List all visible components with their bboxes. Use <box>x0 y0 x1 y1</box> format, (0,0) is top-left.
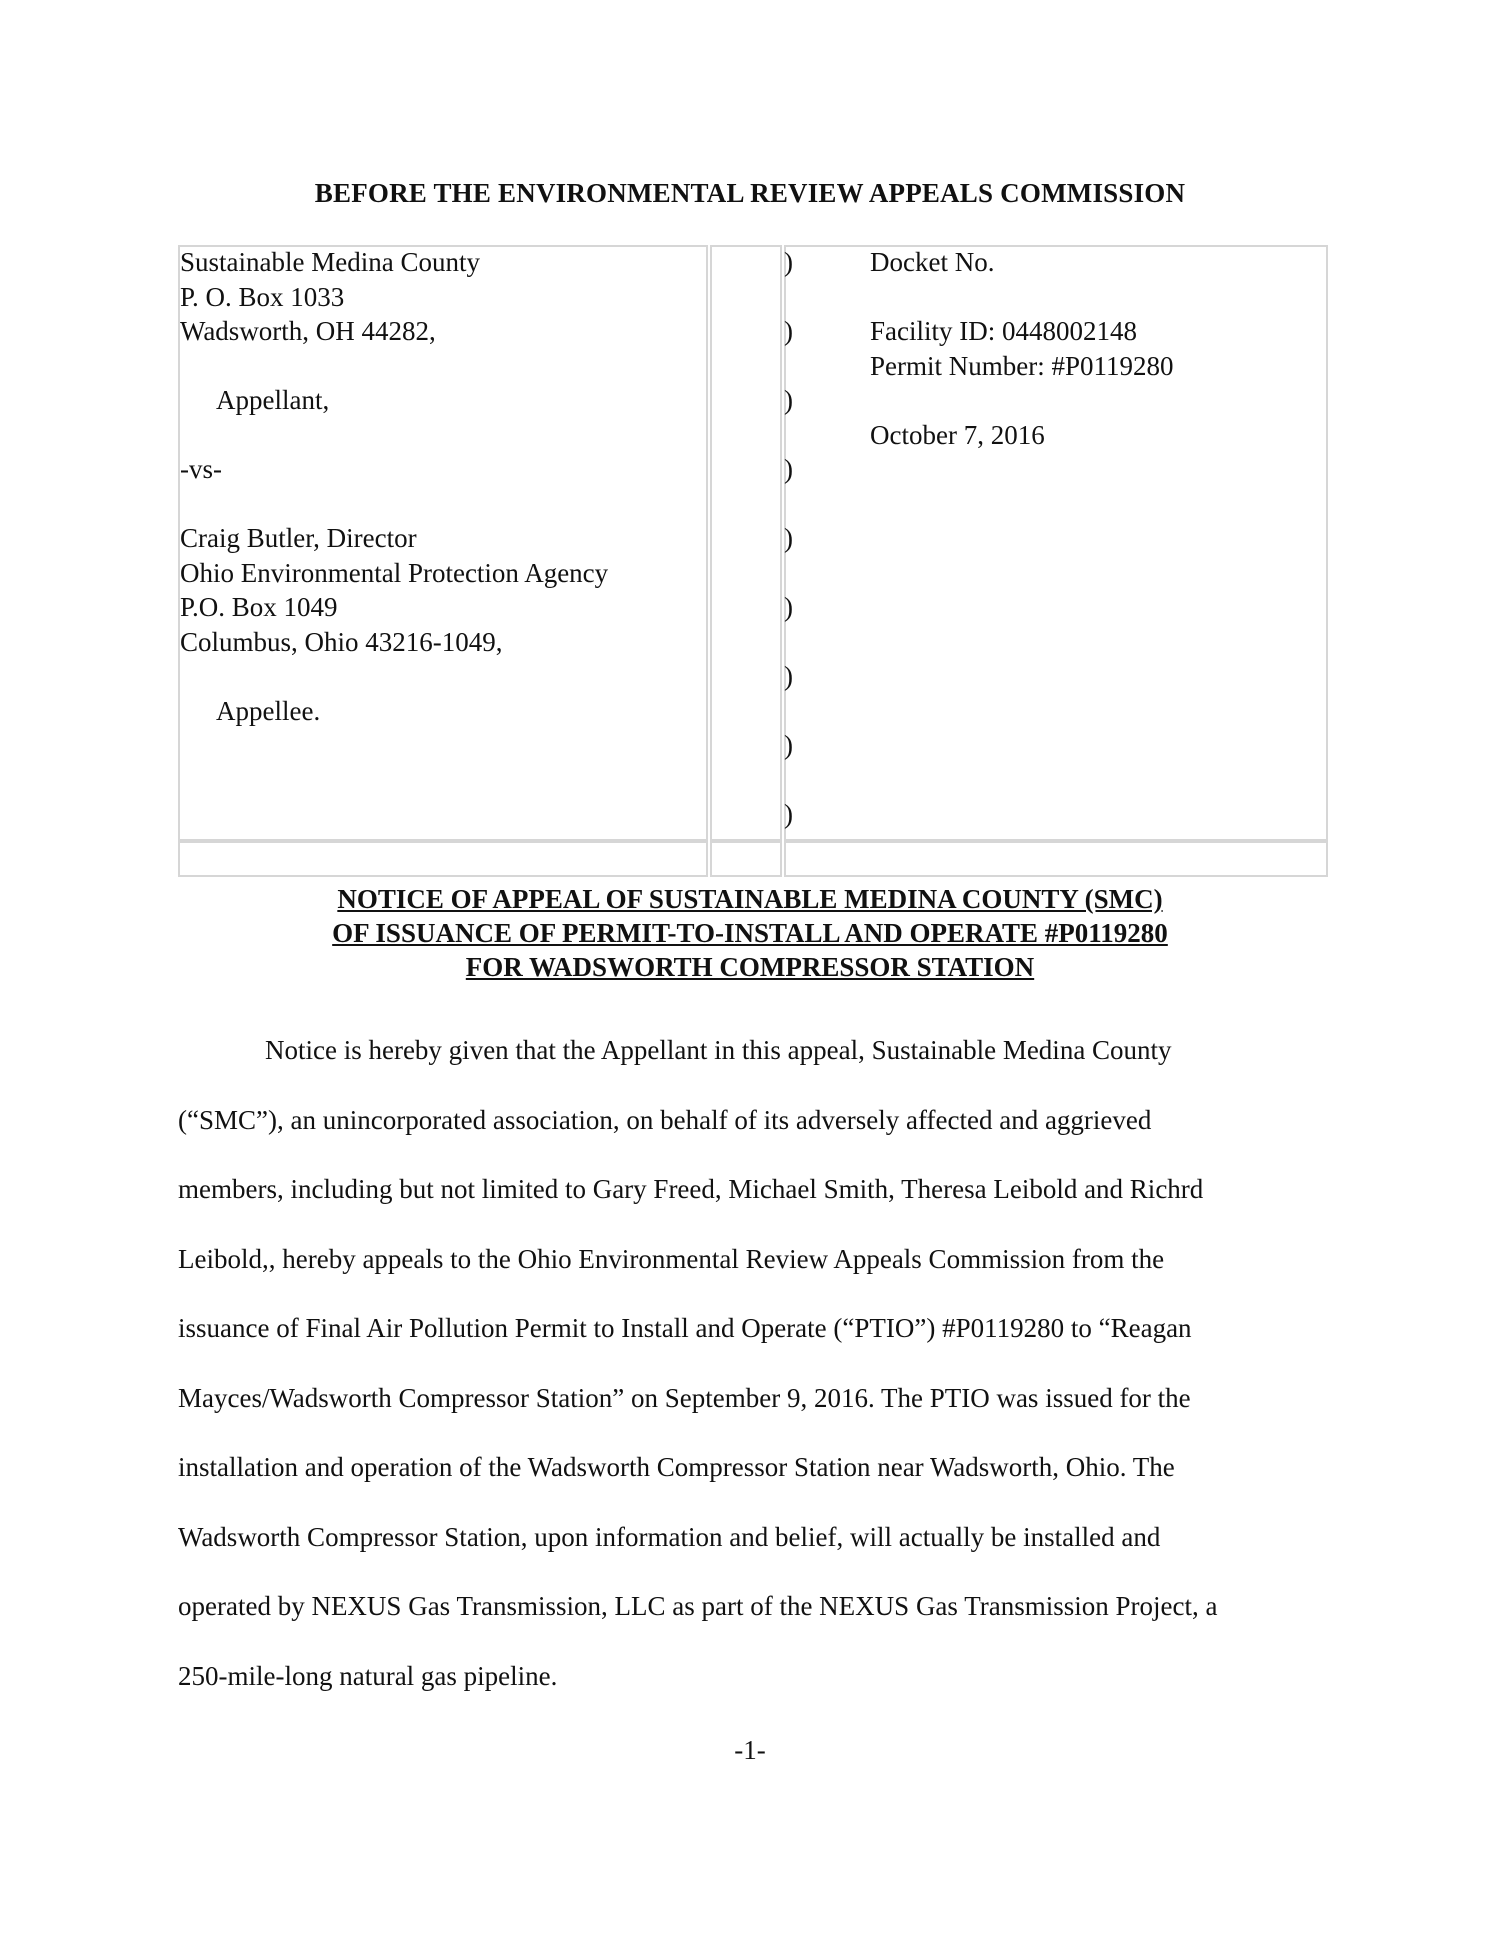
paren-mark: ) <box>784 799 793 829</box>
filing-date: October 7, 2016 <box>870 419 1045 450</box>
paren-mark: ) <box>784 661 793 691</box>
body-line: Notice is hereby given that the Appellant in this appeal, Sustainable Medina County <box>265 1035 1172 1065</box>
appellant-name: Sustainable Medina County <box>180 247 480 277</box>
page-number: -1- <box>734 1735 766 1765</box>
paren-mark: ) <box>784 454 793 484</box>
docket-block <box>870 245 1174 452</box>
body-line: (“SMC”), an unincorporated association, on behalf of its adversely affected and aggrieved <box>178 1104 1152 1135</box>
blank-line <box>180 487 608 522</box>
paren-mark: ) <box>784 247 793 277</box>
blank-line <box>180 659 608 694</box>
case-caption <box>178 245 1328 877</box>
notice-title-line: OF ISSUANCE OF PERMIT-TO-INSTALL AND OPERATE #P0119280 <box>332 918 1168 948</box>
versus-label: -vs- <box>180 454 222 484</box>
notice-title-line: FOR WADSWORTH COMPRESSOR STATION <box>465 952 1035 982</box>
document-heading: BEFORE THE ENVIRONMENTAL REVIEW APPEALS COMMISSION <box>314 178 1186 208</box>
appellee-name: Craig Butler, Director <box>180 523 417 553</box>
notice-body <box>178 1016 1326 1711</box>
caption-cell-empty <box>710 841 782 877</box>
blank-line <box>870 280 1174 315</box>
permit-number: Permit Number: #P0119280 <box>870 350 1174 381</box>
appellant-po-box: P. O. Box 1033 <box>180 281 345 312</box>
caption-cell-empty <box>784 841 1328 877</box>
caption-cell-spacer <box>710 245 782 841</box>
body-line: Mayces/Wadsworth Compressor Station” on September 9, 2016. The PTIO was issued for the <box>178 1382 1191 1413</box>
body-line: Leibold,, hereby appeals to the Ohio Environmental Review Appeals Commission from the <box>178 1243 1165 1274</box>
notice-title <box>0 882 1500 984</box>
appellee-label: Appellee. <box>216 695 321 726</box>
body-line: members, including but not limited to Gary Freed, Michael Smith, Theresa Leibold and Richrd <box>178 1174 1204 1204</box>
blank-line <box>180 418 608 453</box>
facility-id: Facility ID: 0448002148 <box>870 316 1137 346</box>
body-line: installation and operation of the Wadsworth Compressor Station near Wadsworth, Ohio. The <box>178 1452 1175 1482</box>
appellee-po-box: P.O. Box 1049 <box>180 592 338 622</box>
parties-block <box>180 245 608 728</box>
docket-number: Docket No. <box>870 247 995 277</box>
appellee-agency: Ohio Environmental Protection Agency <box>180 557 609 588</box>
body-line: issuance of Final Air Pollution Permit to Install and Operate (“PTIO”) #P0119280 to “Reagan <box>178 1313 1192 1343</box>
paren-mark: ) <box>784 730 793 760</box>
notice-title-line: NOTICE OF APPEAL OF SUSTAINABLE MEDINA COUNTY (SMC) <box>337 884 1163 914</box>
appellant-label: Appellant, <box>216 385 330 415</box>
body-line: operated by NEXUS Gas Transmission, LLC as part of the NEXUS Gas Transmission Project, a <box>178 1591 1218 1621</box>
blank-line <box>180 349 608 384</box>
appellant-city: Wadsworth, OH 44282, <box>180 316 436 346</box>
blank-line <box>870 383 1174 418</box>
appellee-city: Columbus, Ohio 43216-1049, <box>180 626 503 657</box>
caption-cell-empty <box>178 841 708 877</box>
paren-mark: ) <box>784 592 793 622</box>
paren-mark: ) <box>784 523 793 553</box>
paren-mark: ) <box>784 385 793 415</box>
paren-mark: ) <box>784 316 793 346</box>
body-line: Wadsworth Compressor Station, upon information and belief, will actually be installed and <box>178 1521 1161 1552</box>
body-line: 250-mile-long natural gas pipeline. <box>178 1660 558 1691</box>
